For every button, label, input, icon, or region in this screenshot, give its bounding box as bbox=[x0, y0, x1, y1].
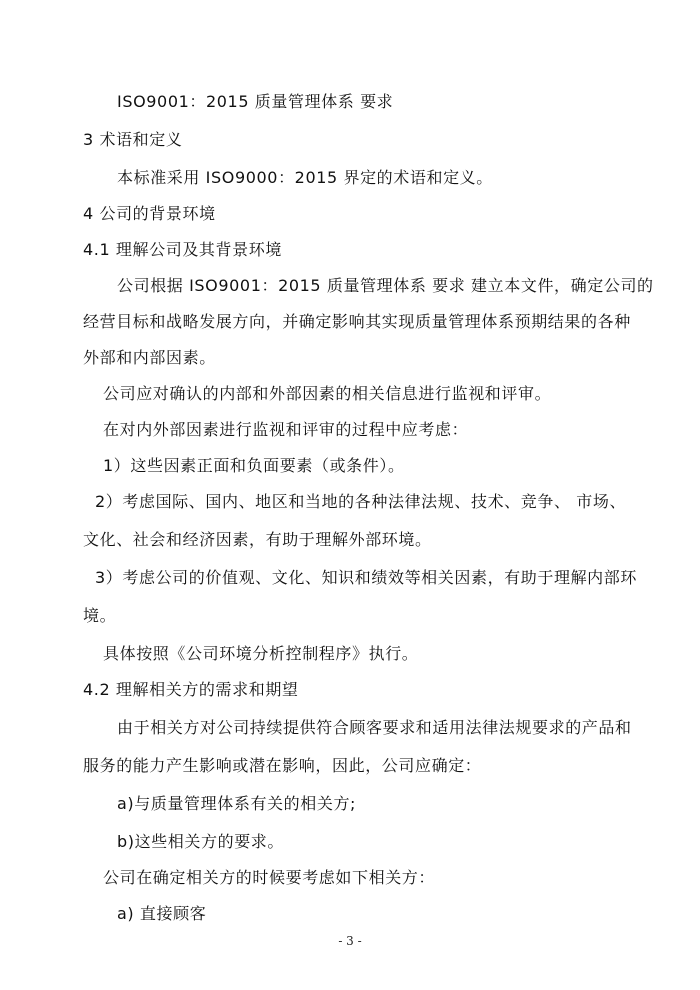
paragraph-line: 具体按照《公司环境分析控制程序》执行。 bbox=[103, 644, 419, 663]
paragraph-line: 本标准采用 ISO9000：2015 界定的术语和定义。 bbox=[117, 168, 493, 187]
standard-reference: ISO9001：2015 质量管理体系 要求 bbox=[117, 92, 394, 111]
section-heading-4-2: 4.2 理解相关方的需求和期望 bbox=[83, 680, 299, 699]
list-item: b)这些相关方的要求。 bbox=[117, 832, 284, 851]
page-number: - 3 - bbox=[338, 934, 362, 948]
list-item: a)与质量管理体系有关的相关方; bbox=[117, 794, 357, 813]
paragraph-line: 服务的能力产生影响或潜在影响，因此，公司应确定： bbox=[83, 756, 482, 775]
paragraph-line: 外部和内部因素。 bbox=[83, 348, 216, 367]
section-heading-3: 3 术语和定义 bbox=[83, 130, 183, 149]
section-heading-4: 4 公司的背景环境 bbox=[83, 204, 216, 223]
list-item: 1）这些因素正面和负面要素（或条件）。 bbox=[103, 456, 405, 475]
list-item: a) 直接顾客 bbox=[117, 904, 207, 923]
paragraph-line: 在对内外部因素进行监视和评审的过程中应考虑： bbox=[103, 420, 469, 439]
list-item-continuation: 文化、社会和经济因素，有助于理解外部环境。 bbox=[83, 530, 432, 549]
list-item: 3）考虑公司的价值观、文化、知识和绩效等相关因素，有助于理解内部环 bbox=[95, 568, 637, 587]
paragraph-line: 公司在确定相关方的时候要考虑如下相关方： bbox=[103, 868, 436, 887]
section-heading-4-1: 4.1 理解公司及其背景环境 bbox=[83, 240, 282, 259]
paragraph-line: 公司应对确认的内部和外部因素的相关信息进行监视和评审。 bbox=[103, 384, 552, 403]
list-item: 2）考虑国际、国内、地区和当地的各种法律法规、技术、竞争、 市场、 bbox=[95, 492, 627, 511]
paragraph-line: 经营目标和战略发展方向，并确定影响其实现质量管理体系预期结果的各种 bbox=[83, 312, 631, 331]
paragraph-line: 公司根据 ISO9001：2015 质量管理体系 要求 建立本文件，确定公司的 bbox=[117, 276, 654, 295]
paragraph-line: 由于相关方对公司持续提供符合顾客要求和适用法律法规要求的产品和 bbox=[117, 718, 632, 737]
list-item-continuation: 境。 bbox=[83, 606, 117, 625]
